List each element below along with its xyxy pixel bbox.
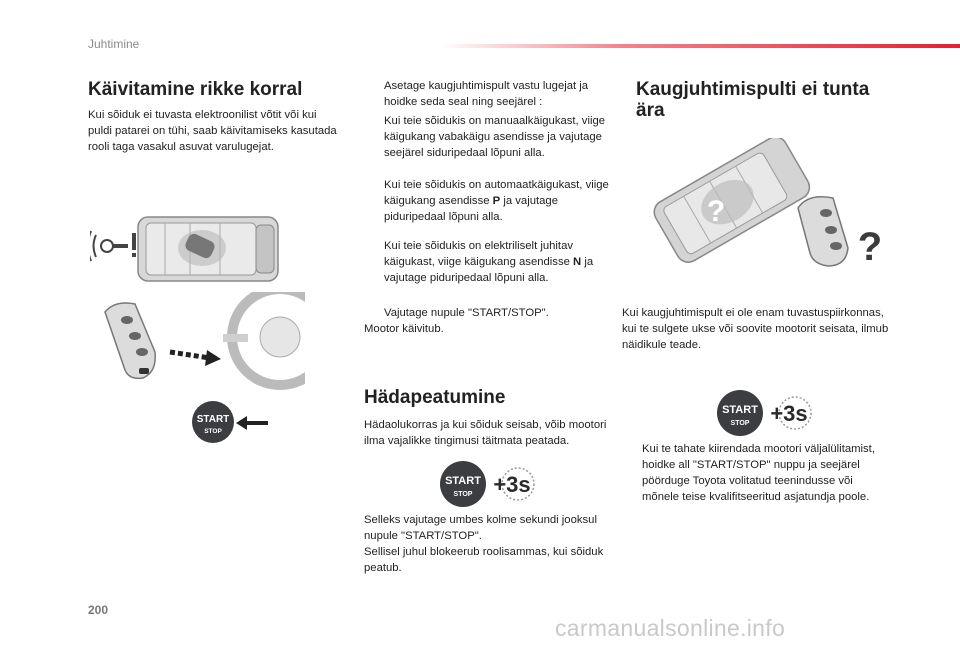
engine-starts-text: Mootor käivitub. [364, 323, 444, 335]
start-stop-hold-figure [440, 461, 540, 507]
arrow-icon [170, 350, 221, 366]
start-stop-hold-figure-right [717, 390, 817, 436]
key-warning-icon [90, 231, 136, 261]
title-emergency-stop: Hädapeatumine [364, 387, 506, 408]
hold-duration-label: +3s [493, 472, 531, 497]
title-remote-not-detected: Kaugjuhtimispulti ei tunta ära [636, 79, 870, 121]
car-top-view-tilted [650, 138, 814, 267]
car-top-view [138, 217, 278, 281]
arrow-left-icon [236, 416, 268, 430]
car-remote-question-figure [648, 138, 888, 268]
bullet-automatic-gearbox: Kui teie sõidukis on automaatkäigukast, viige käigukang asendisse P ja vajutage piduripedaal lõpuni alla. [384, 179, 609, 223]
page-number: 200 [88, 603, 109, 617]
question-mark-large-icon: ? [857, 225, 883, 268]
remote-not-detected-paragraph: Kui kaugjuhtimispult ei ole enam tuvastuspiirkonnas, kui te sulgete ukse või soovite mootorit seisata, ilmub näidikule teade. [622, 307, 889, 351]
start-label: START [722, 404, 758, 416]
bullet-speed-up-shutdown: Kui te tahate kiirendada mootori väljalülitamist, hoidke all "START/STOP" nuppu ja seejärel pöörduge Toyota volitatud teenindusse või mõnele teise kvalifitseeritud asjatundja poole. [642, 443, 875, 503]
bullet-electric-gearbox: Kui teie sõidukis on elektriliselt juhitav käigukast, viige käigukang asendisse N ja vajutage piduripedaal lõpuni alla. [384, 240, 594, 284]
start-stop-button-figure [192, 401, 272, 443]
title-emergency-start: Käivitamine rikke korral [88, 79, 303, 100]
start-label: START [196, 414, 230, 425]
question-mark-icon: ? [706, 195, 726, 228]
key-fob-icon [105, 303, 155, 378]
bullet-manual-gearbox: Kui teie sõidukis on manuaalkäigukast, viige käigukang vabakäigu asendisse ja vajutage seejärel siduripedaal lõpuni alla. [384, 115, 606, 159]
intro-paragraph: Kui sõiduk ei tuvasta elektroonilist võtit või kui puldi patarei on tühi, saab käivitamiseks kasutada rooli taga vasakul asuvat varulugejat. [88, 109, 337, 153]
header-accent-bar [440, 44, 960, 48]
stop-label: STOP [453, 491, 473, 498]
steering-wheel-reader-figure [95, 292, 305, 392]
car-top-view-figure [90, 205, 290, 290]
bullet-press-start: Vajutage nupule "START/STOP". [384, 307, 549, 319]
key-fob-icon [798, 197, 848, 266]
hold-duration-label: +3s [770, 401, 808, 426]
stop-label: STOP [730, 420, 750, 427]
section-header: Juhtimine [88, 37, 140, 51]
emergency-stop-paragraph: Hädaolukorras ja kui sõiduk seisab, võib mootori ilma vajalikke tingimusi täitmata peatada. [364, 419, 607, 447]
bullet-place-remote: Asetage kaugjuhtimispult vastu lugejat ja hoidke seda seal ning seejärel : [384, 80, 589, 108]
watermark: carmanualsonline.info [555, 615, 786, 641]
start-label: START [445, 475, 481, 487]
stop-label: STOP [204, 428, 222, 435]
steering-wheel [223, 292, 305, 385]
emergency-stop-instructions: Selleks vajutage umbes kolme sekundi jooksul nupule "START/STOP". Sellisel juhul blokeerub roolisammas, kui sõiduk peatub. [364, 514, 604, 574]
